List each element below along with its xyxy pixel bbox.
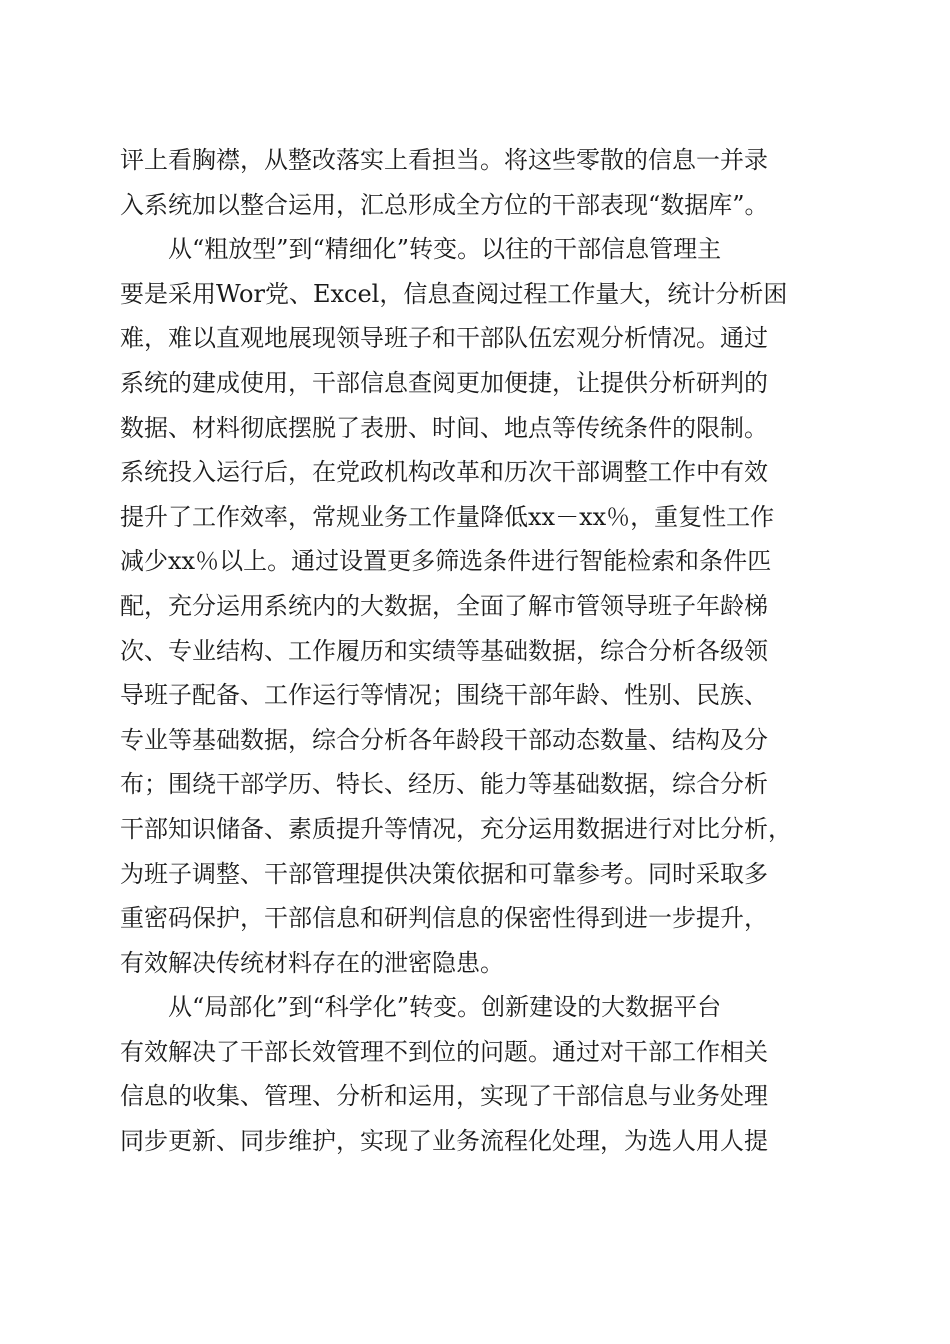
paragraph-start-line: 从“粗放型”到“精细化”转变。以往的干部信息管理主 [168, 235, 722, 264]
text-line: 次、专业结构、工作履历和实绩等基础数据，综合分析各级领 [120, 636, 768, 665]
text-line: 减少xx％以上。通过设置更多筛选条件进行智能检索和条件匹 [120, 547, 772, 576]
text-line: 导班子配备、工作运行等情况；围绕干部年龄、性别、民族、 [120, 681, 768, 710]
text-line: 信息的收集、管理、分析和运用，实现了干部信息与业务处理 [120, 1082, 768, 1111]
text-line: 入系统加以整合运用，汇总形成全方位的干部表现“数据库”。 [120, 190, 769, 219]
text-line: 同步更新、同步维护，实现了业务流程化处理，为选人用人提 [120, 1127, 768, 1156]
text-line: 为班子调整、干部管理提供决策依据和可靠参考。同时采取多 [120, 859, 768, 888]
text-line: 难，难以直观地展现领导班子和干部队伍宏观分析情况。通过 [120, 324, 768, 353]
text-line: 专业等基础数据，综合分析各年龄段干部动态数量、结构及分 [120, 725, 768, 754]
text-line: 干部知识储备、素质提升等情况，充分运用数据进行对比分析， [120, 814, 792, 843]
text-line: 系统的建成使用，干部信息查阅更加便捷，让提供分析研判的 [120, 368, 768, 397]
text-line: 提升了工作效率，常规业务工作量降低xx－xx％，重复性工作 [120, 502, 775, 531]
text-line: 有效解决了干部长效管理不到位的问题。通过对干部工作相关 [120, 1037, 768, 1066]
body-text [120, 138, 835, 1164]
text-line: 系统投入运行后，在党政机构改革和历次干部调整工作中有效 [120, 458, 768, 487]
text-line: 配，充分运用系统内的大数据，全面了解市管领导班子年龄梯 [120, 591, 768, 620]
text-line: 数据、材料彻底摆脱了表册、时间、地点等传统条件的限制。 [120, 413, 768, 442]
text-line: 布；围绕干部学历、特长、经历、能力等基础数据，综合分析 [120, 770, 768, 799]
text-line: 评上看胸襟，从整改落实上看担当。将这些零散的信息一并录 [120, 146, 768, 174]
text-line: 重密码保护，干部信息和研判信息的保密性得到进一步提升， [120, 904, 768, 933]
text-line: 有效解决传统材料存在的泄密隐患。 [120, 948, 504, 977]
text-line: 要是采用Wor党、Excel，信息查阅过程工作量大，统计分析困 [120, 279, 788, 308]
paragraph-start-line: 从“局部化”到“科学化”转变。创新建设的大数据平台 [168, 993, 722, 1022]
